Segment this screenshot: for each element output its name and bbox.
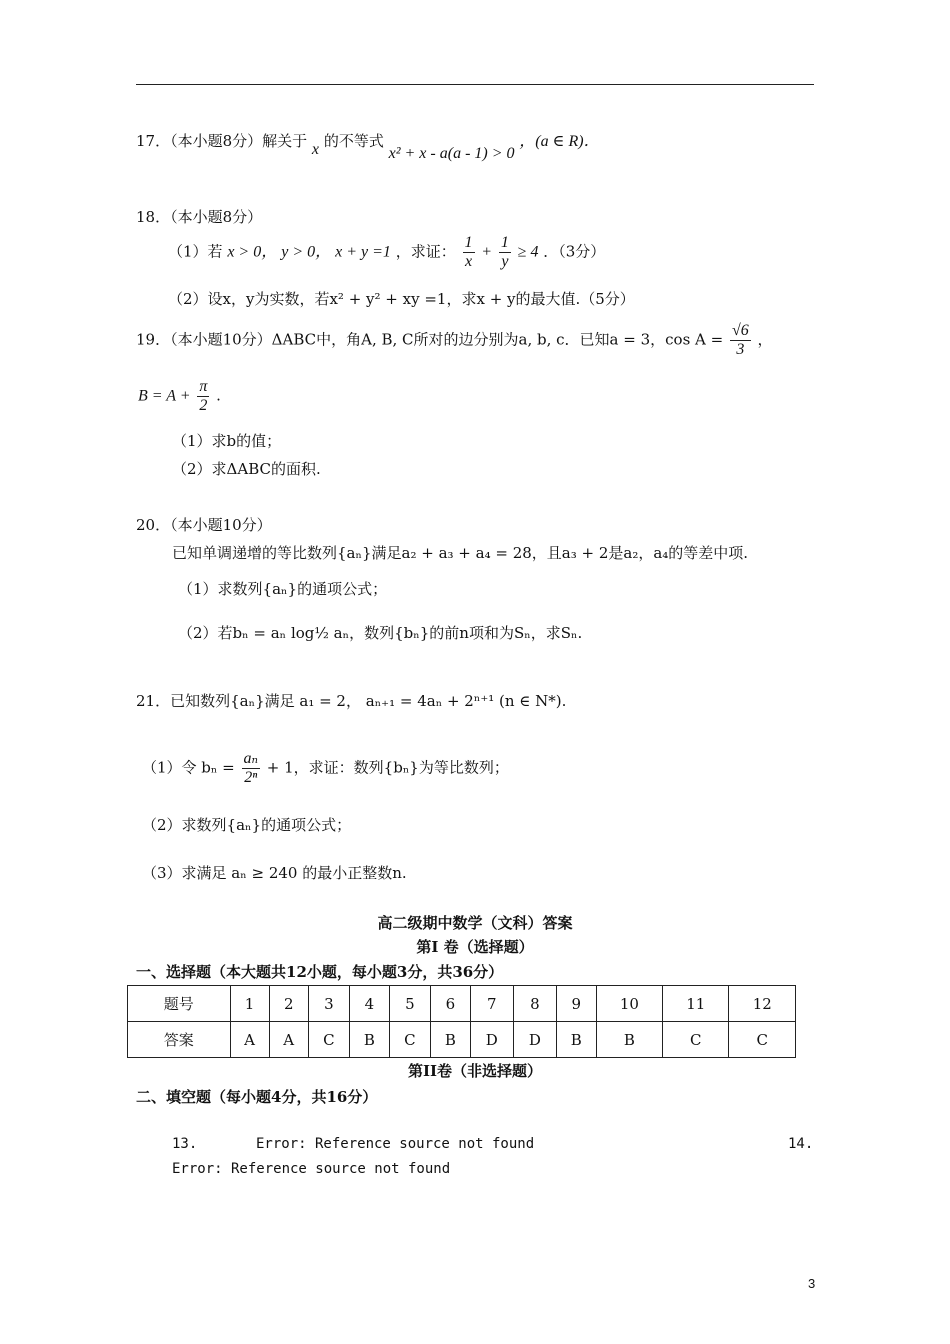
q17-var: x	[311, 141, 320, 158]
table-cell-answer: C	[308, 1022, 349, 1058]
q18-p1-mid: ，求证：	[395, 242, 456, 261]
fill-14-text: Error: Reference source not found	[172, 1161, 451, 1177]
fraction-sqrt6-over-3	[730, 322, 751, 359]
q17-expression: x² + x - a(a - 1) > 0	[388, 145, 515, 162]
table-cell-number: 4	[350, 986, 390, 1022]
table-cell-answer: C	[729, 1022, 796, 1058]
table-cell-number: 10	[596, 986, 662, 1022]
q19-line2-tail: .	[216, 386, 221, 405]
question-21-stem: 21．已知数列{aₙ}满足 a₁ = 2， aₙ₊₁ = 4aₙ + 2ⁿ⁺¹ (n ∈ N*).	[136, 692, 567, 710]
answers-part2-title: 第II卷（非选择题）	[407, 1062, 543, 1080]
table-cell-number: 5	[389, 986, 430, 1022]
table-cell-answer: A	[269, 1022, 308, 1058]
question-20-sub2: （2）若bₙ = aₙ log½ aₙ，数列{bₙ}的前n项和为Sₙ，求Sₙ.	[178, 624, 583, 642]
header-rule	[136, 84, 814, 85]
q19-line2-num: π	[199, 378, 208, 395]
fill-13-number: 13.	[172, 1136, 198, 1152]
q18-p1-pre: （1）若	[168, 242, 223, 261]
table-cell-answer: B	[556, 1022, 596, 1058]
fill-13-text: Error: Reference source not found	[256, 1136, 535, 1152]
question-20-stem: 已知单调递增的等比数列{aₙ}满足a₂ + a₃ + a₄ = 28，且a₃ + 2是a₂，a₄的等差中项.	[172, 544, 749, 562]
q19-frac-num: √6	[731, 322, 749, 339]
q19-line2-pre: B = A +	[138, 387, 191, 405]
q18-p1-condition: x > 0， y > 0， x + y =1	[227, 243, 391, 261]
table-cell-answer: B	[596, 1022, 662, 1058]
table-cell-number: 8	[513, 986, 556, 1022]
q17-mid: 的不等式	[323, 132, 384, 150]
answer-table-answer-row	[128, 1022, 796, 1058]
page-number: 3	[808, 1276, 816, 1291]
q18-p1-score: ．（3分）	[543, 242, 606, 261]
q21-s1-den: 2ⁿ	[244, 769, 258, 786]
q21-s1-pre: （1）令 bₙ =	[142, 758, 235, 777]
question-18-part2: （2）设x，y为实数，若x² + y² + xy =1，求x + y的最大值.（5分）	[168, 290, 635, 308]
table-cell-number: 9	[556, 986, 596, 1022]
table-cell-answer: D	[513, 1022, 556, 1058]
table-cell-number: 6	[431, 986, 471, 1022]
answers-title: 高二级期中数学（文科）答案	[377, 914, 573, 932]
table-cell-answer: D	[470, 1022, 513, 1058]
question-21-sub1	[142, 750, 509, 787]
answers-section1-title: 一、选择题（本大题共12小题，每小题3分，共36分）	[136, 963, 504, 981]
question-19-sub2: （2）求ΔABC的面积.	[172, 460, 321, 478]
answer-table-header-row	[128, 986, 796, 1022]
fraction-1-over-y: $\frac{1}{y}$	[500, 234, 509, 270]
fill-14-number: 14.	[788, 1136, 814, 1152]
q17-label: 17．（本小题8分）解关于	[136, 132, 308, 150]
q18-p1-inequality: ≥ 4	[517, 243, 539, 261]
table-cell-number: 7	[470, 986, 513, 1022]
table-cell-answer: B	[431, 1022, 471, 1058]
q19-label: 19．（本小题10分）ΔABC中，角A, B, C所对的边分别为a, b, c．已知a = 3，cos A =	[136, 330, 724, 349]
answers-part1-title: 第I 卷（选择题）	[416, 938, 534, 956]
fraction-pi-over-2	[197, 378, 209, 415]
table-cell-number: 1	[230, 986, 269, 1022]
table-cell-answer: C	[663, 1022, 729, 1058]
table-cell-number: 2	[269, 986, 308, 1022]
q19-frac-den: 3	[736, 341, 745, 358]
table-cell-header: 题号	[128, 986, 231, 1022]
fraction-1-over-x: $\frac{1}{x}$	[464, 234, 473, 270]
table-cell-answer: C	[389, 1022, 430, 1058]
table-cell-number: 3	[308, 986, 349, 1022]
question-20-sub1: （1）求数列{aₙ}的通项公式；	[178, 580, 388, 598]
question-18-label: 18．（本小题8分）	[136, 208, 263, 226]
q19-line2-den: 2	[199, 397, 208, 414]
question-19	[136, 322, 773, 359]
fraction-an-over-2n	[242, 750, 260, 787]
q21-s1-num: aₙ	[243, 750, 259, 767]
question-21-sub3: （3）求满足 aₙ ≥ 240 的最小正整数n.	[142, 864, 407, 882]
table-cell-answer: B	[350, 1022, 390, 1058]
q19-tail: ，	[757, 330, 773, 349]
answer-table	[127, 985, 796, 1058]
question-20-label: 20．（本小题10分）	[136, 516, 272, 534]
table-cell-number: 12	[729, 986, 796, 1022]
question-17	[136, 128, 600, 162]
question-19-sub1: （1）求b的值；	[172, 432, 282, 450]
question-19-line2	[138, 378, 221, 415]
answers-section2-title: 二、填空题（每小题4分，共16分）	[136, 1088, 378, 1106]
q21-s1-tail: + 1，求证：数列{bₙ}为等比数列；	[266, 758, 509, 777]
question-21-sub2: （2）求数列{aₙ}的通项公式；	[142, 816, 352, 834]
table-cell-answer: A	[230, 1022, 269, 1058]
q17-condition: ，(a ∈ R)．	[519, 133, 600, 150]
table-cell-number: 11	[663, 986, 729, 1022]
question-18-part1: （1）若 x > 0， y > 0， x + y =1 ，求证： $\frac{1}{x}$ + $\frac{1}{y}$ ≥ 4 ．（3分）	[168, 234, 606, 270]
table-cell-header: 答案	[128, 1022, 231, 1058]
